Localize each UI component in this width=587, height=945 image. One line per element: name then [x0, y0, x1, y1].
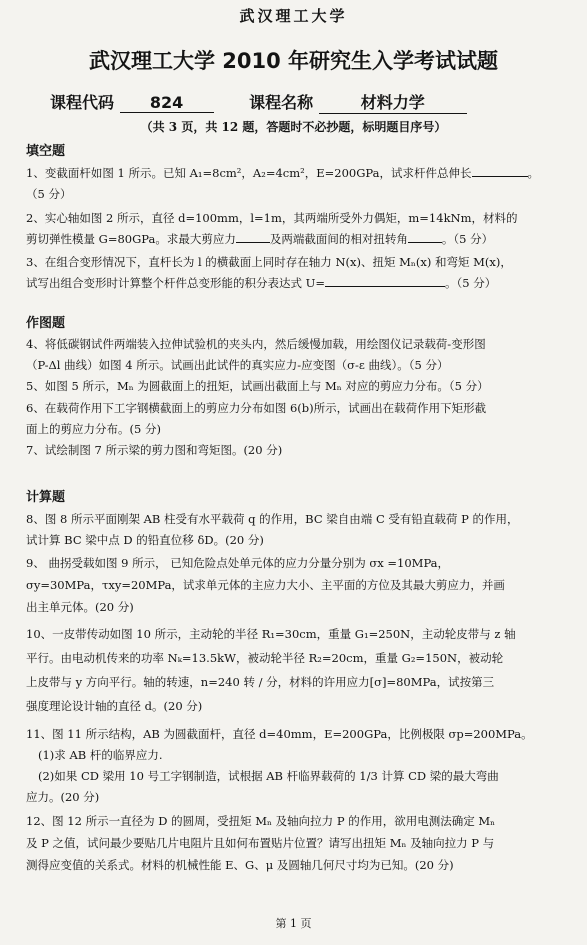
q2-line-2a: 剪切弹性模量 G=80GPa。求最大剪应力 — [26, 232, 236, 246]
q11-line-3: (2)如果 CD 梁用 10 号工字钢制造，试根据 AB 杆临界载荷的 1/3 计算 CD 梁的最大弯曲 — [38, 769, 499, 783]
q1-blank — [472, 164, 528, 177]
q2-line-2b: 及两端截面间的相对扭转角 — [269, 232, 408, 246]
question-2 — [26, 208, 561, 250]
q11-line-1: 11、图 11 所示结构，AB 为圆截面杆，直径 d=40mm，E=200GPa，比例极限 σp=200MPa。 — [26, 727, 533, 741]
exam-note: （共 3 页，共 12 题，答题时不必抄题，标明题目序号） — [140, 120, 447, 134]
course-code-label: 课程代码 — [50, 93, 115, 112]
q4-line-1: 4、将低碳钢试件两端装入拉伸试验机的夹头内，然后缓慢加载，用绘图仪记录载荷-变形图 — [26, 337, 486, 351]
q3-line-2a: 试写出组合变形时计算整个杆件总变形能的积分表达式 U= — [26, 276, 325, 290]
q9-line-3: 出主单元体。(20 分) — [26, 600, 134, 614]
q2-blank-1 — [236, 230, 270, 243]
course-name-label: 课程名称 — [249, 93, 314, 112]
q3-line-2b: 。（5 分） — [444, 276, 497, 290]
q11-line-4: 应力。(20 分) — [26, 790, 100, 804]
section-fill: 填空题 — [26, 144, 66, 159]
question-6 — [26, 398, 561, 440]
q2-line-1: 2、实心轴如图 2 所示，直径 d=100mm，l=1m，其两端所受外力偶矩，m=14kNm，材料的 — [26, 211, 518, 225]
q12-line-2: 及 P 之值，试问最少要贴几片电阻片且如何布置贴片位置？请写出扭矩 Mₙ 及轴向拉力 P 与 — [26, 836, 495, 850]
q8-line-1: 8、图 8 所示平面刚架 AB 柱受有水平载荷 q 的作用，BC 梁自由端 C 受有铅直载荷 P 的作用， — [26, 512, 519, 526]
q2-blank-2 — [408, 230, 442, 243]
q7-line-1: 7、试绘制图 7 所示梁的剪力图和弯矩图。(20 分) — [26, 443, 283, 457]
question-9 — [26, 552, 561, 618]
q12-line-3: 测得应变值的关系式。材料的机械性能 E、G、μ 及圆轴几何尺寸均为已知。(20 分) — [26, 858, 454, 872]
section-calc: 计算题 — [26, 490, 66, 505]
question-10 — [26, 622, 561, 718]
q4-line-2: （P-Δl 曲线）如图 4 所示。试画出此试件的真实应力-应变图（σ-ε 曲线）。（5 分） — [26, 358, 449, 372]
page-number: 第 1 页 — [275, 917, 312, 930]
question-3 — [26, 252, 561, 294]
q8-line-2: 试计算 BC 梁中点 D 的铅直位移 δD。(20 分) — [26, 533, 264, 547]
question-1: 1、变截面杆如图 1 所示。已知 A₁=8cm²，A₂=4cm²，E=200GPa，试求杆件总伸长 。 （5 分） — [26, 163, 561, 205]
q9-line-2: σy=30MPa，τxy=20MPa，试求单元体的主应力大小、主平面的方位及其最大剪应力，并画 — [26, 578, 505, 592]
q1-line-1: 1、变截面杆如图 1 所示。已知 A₁=8cm²，A₂=4cm²，E=200GPa，试求杆件总伸长 — [26, 166, 472, 180]
course-info — [50, 90, 550, 114]
q9-line-1: 9、 曲拐受载如图 9 所示， 已知危险点处单元体的应力分量分别为 σx =10MPa， — [26, 556, 450, 570]
course-code-value: 824 — [120, 93, 214, 113]
q11-line-2: (1)求 AB 杆的临界应力. — [38, 748, 163, 762]
question-11 — [26, 724, 561, 808]
q10-line-1: 10、一皮带传动如图 10 所示，主动轮的半径 R₁=30cm，重量 G₁=250N，主动轮皮带与 z 轴 — [26, 627, 516, 641]
question-7 — [26, 440, 561, 461]
school-header: 武汉理工大学 — [239, 7, 348, 25]
q3-blank — [325, 274, 445, 287]
q1-line-2: （5 分） — [26, 187, 72, 201]
q2-line-2c: 。（5 分） — [441, 232, 494, 246]
q10-line-3: 上皮带与 y 方向平行。轴的转速，n=240 转 / 分，材料的许用应力[σ]=80MPa，试按第三 — [26, 675, 495, 689]
question-4 — [26, 334, 561, 376]
course-name-value: 材料力学 — [319, 90, 467, 114]
q10-line-2: 平行。由电动机传来的功率 Nₖ=13.5kW，被动轮半径 R₂=20cm，重量 G₂=150N，被动轮 — [26, 651, 504, 665]
q5-line-1: 5、如图 5 所示，Mₙ 为圆截面上的扭矩，试画出截面上与 Mₙ 对应的剪应力分布。（5 分） — [26, 379, 489, 393]
question-12 — [26, 810, 561, 876]
section-draw: 作图题 — [26, 316, 66, 331]
q6-line-2: 面上的剪应力分布。(5 分) — [26, 422, 161, 436]
q10-line-4: 强度理论设计轴的直径 d。(20 分) — [26, 699, 203, 713]
exam-title: 武汉理工大学 2010 年研究生入学考试试题 — [88, 49, 499, 73]
question-5 — [26, 376, 561, 397]
q12-line-1: 12、图 12 所示一直径为 D 的圆周，受扭矩 Mₙ 及轴向拉力 P 的作用，欲用电测法确定 Mₙ — [26, 814, 496, 828]
question-8 — [26, 509, 561, 551]
q3-line-1: 3、在组合变形情况下，直杆长为 l 的横截面上同时存在轴力 N(x)、扭矩 Mₙ(x) 和弯矩 M(x)， — [26, 255, 512, 269]
q6-line-1: 6、在载荷作用下工字钢横截面上的剪应力分布如图 6(b)所示，试画出在载荷作用下矩形截 — [26, 401, 487, 415]
